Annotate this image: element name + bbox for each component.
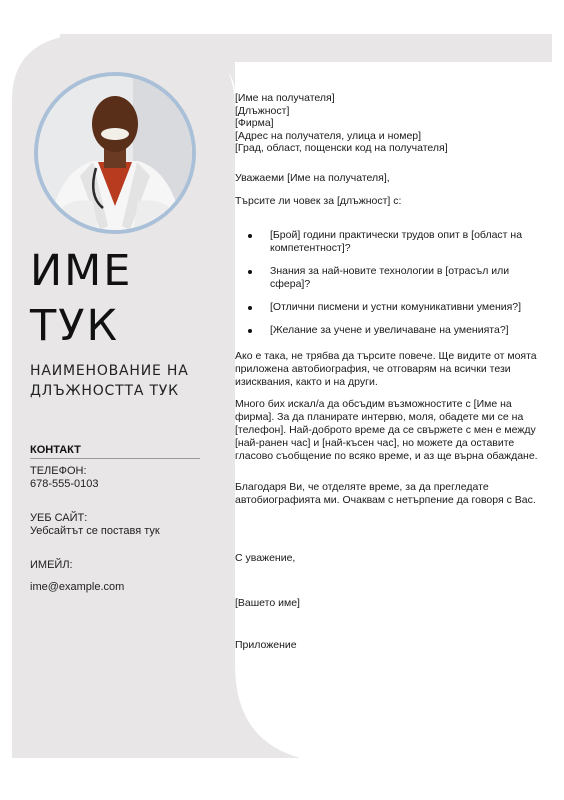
- closing: С уважение,: [235, 552, 296, 564]
- recipient-street: [Адрес на получателя, улица и номер]: [235, 129, 422, 142]
- list-item: [Отлични писмени и устни комуникативни умения?]: [240, 301, 540, 314]
- paragraph-2: Много бих искал/а да обсъдим възможностите с [Име на фирма]. За да планирате интервю, моля, обадете ми се на [телефон]. Най-доброто време да се свържете с мен е между [най-ранен час] и [най-късен час], но можете да оставите гласово съобщение по всяко време, и аз ще върна обаждане.: [235, 398, 538, 462]
- phone-value: 678-555-0103: [30, 478, 99, 490]
- recipient-city: [Град, област, пощенски код на получателя]: [235, 142, 448, 154]
- name-first-line: ИМЕ: [30, 246, 133, 296]
- paragraph-1: Ако е така, не трябва да търсите повече. Ще видите от моята приложена автобиография, че отговарям на всички тези изисквания, както и на други.: [235, 350, 537, 388]
- signature-name: [Вашето име]: [235, 597, 300, 609]
- website-label: УЕБ САЙТ:: [30, 512, 88, 524]
- enclosure: Приложение: [235, 639, 297, 651]
- email-value: ime@example.com: [30, 581, 125, 593]
- greeting: Уважаеми [Име на получателя],: [235, 172, 390, 184]
- job-title: НАИМЕНОВАНИЕ НА ДЛЪЖНОСТТА ТУК: [30, 363, 189, 399]
- email-label: ИМЕЙЛ:: [30, 559, 73, 571]
- profile-photo-ring: [34, 72, 196, 234]
- paragraph-3: Благодаря Ви, че отделяте време, за да прегледате автобиографията ми. Очаквам с нетърпение да говоря с Вас.: [235, 481, 536, 506]
- list-item: Знания за най-новите технологии в [отрасъл или сфера]?: [240, 265, 540, 291]
- bullet-icon: [248, 234, 252, 238]
- bullet-icon: [248, 306, 252, 310]
- recipient-title: [Длъжност]: [235, 104, 290, 117]
- profile-photo: [38, 76, 192, 230]
- contact-divider: [30, 458, 200, 459]
- phone-label: ТЕЛЕФОН:: [30, 465, 87, 477]
- list-item: [Брой] години практически трудов опит в [област на компетентност]?: [240, 229, 540, 255]
- bullet-icon: [248, 329, 252, 333]
- website-value: Уебсайтът се поставя тук: [30, 525, 160, 537]
- recipient-name: [Име на получателя]: [235, 92, 335, 104]
- intro-line: Търсите ли човек за [длъжност] с:: [235, 195, 402, 207]
- person-photo-icon: [38, 76, 192, 230]
- recipient-address: [235, 92, 448, 155]
- recipient-company: [Фирма]: [235, 117, 274, 129]
- contact-heading: КОНТАКТ: [30, 444, 81, 456]
- name-second-line: ТУК: [30, 301, 119, 351]
- bullet-icon: [248, 270, 252, 274]
- requirements-list: [240, 229, 540, 347]
- list-item: [Желание за учене и увеличаване на уменията?]: [240, 324, 540, 337]
